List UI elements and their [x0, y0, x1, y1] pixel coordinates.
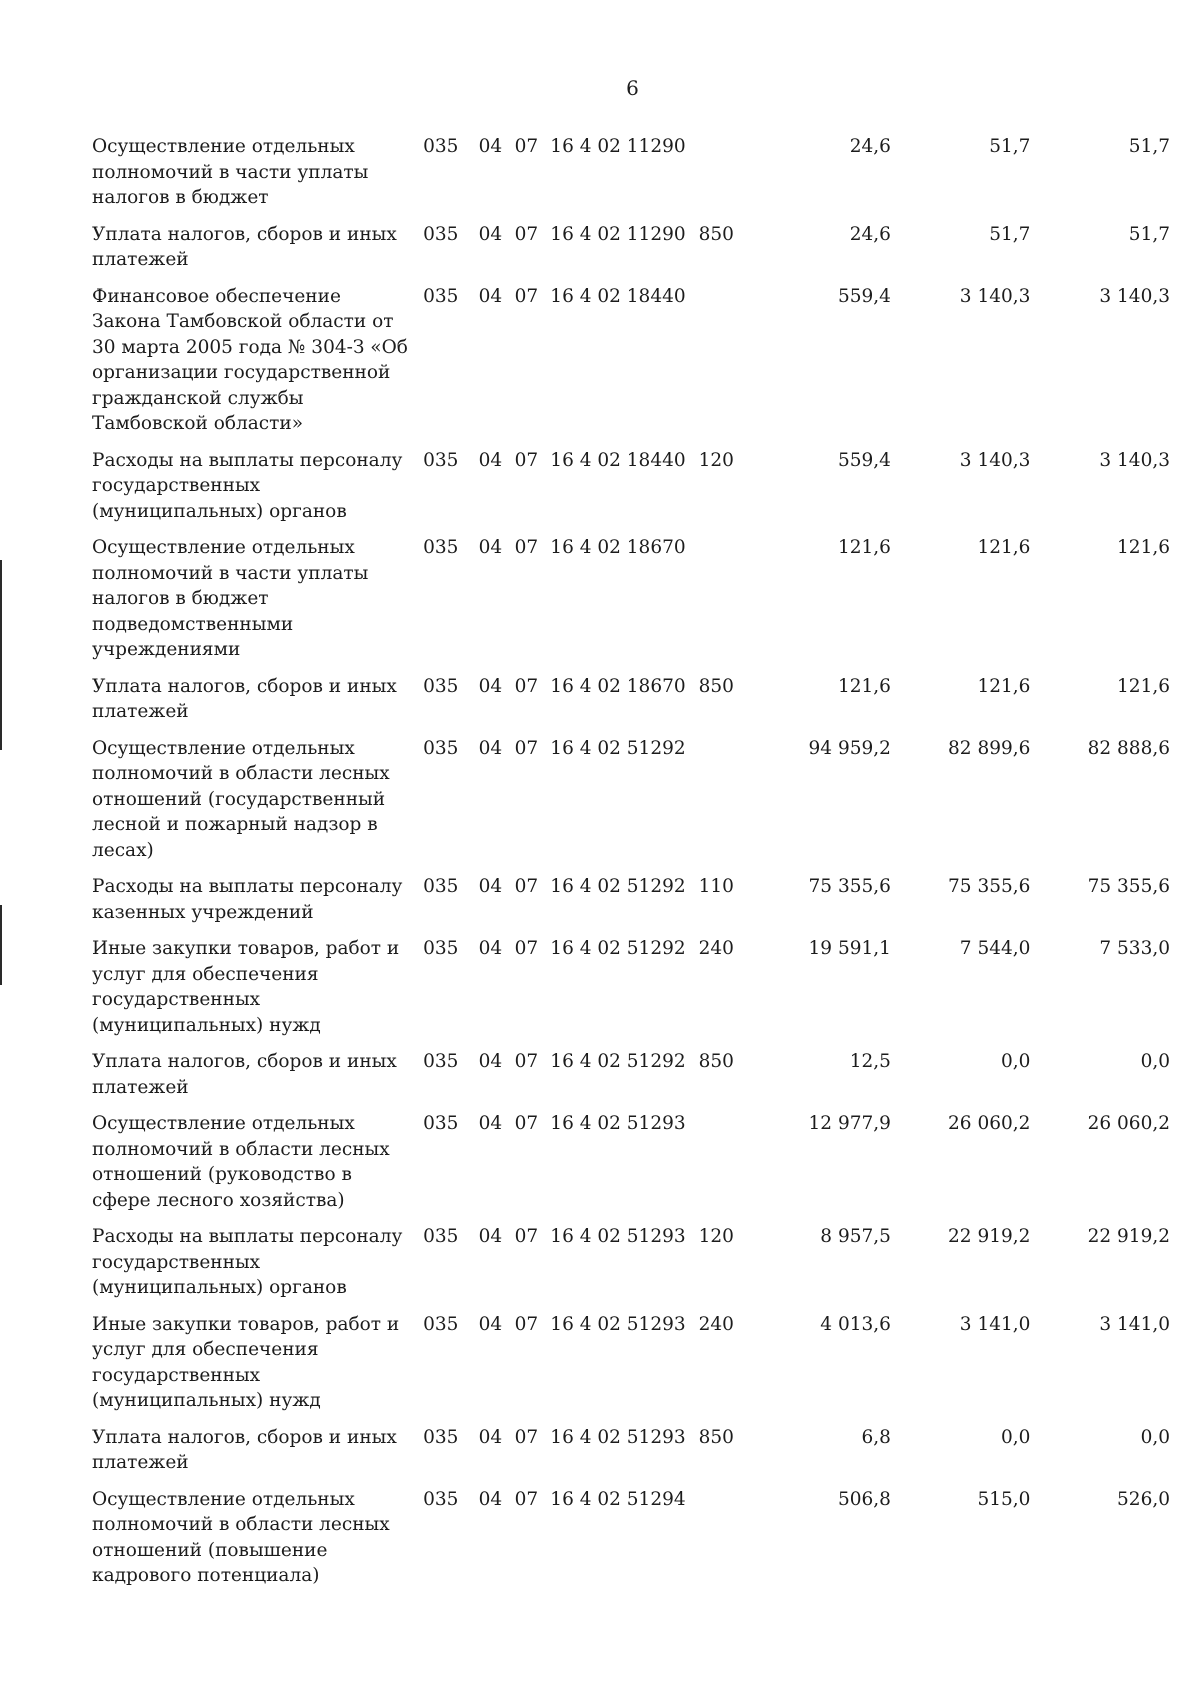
section-code: 04: [478, 449, 503, 471]
table-row: [92, 1224, 1170, 1312]
amount-year-3: 3 140,3: [1099, 285, 1170, 307]
amount-year-1: 8 957,5: [820, 1226, 891, 1247]
subsection-code: 07: [514, 737, 539, 759]
amount-year-1: 75 355,6: [808, 876, 891, 897]
expense-item-name: Расходы на выплаты персоналу государственных (муниципальных) органов: [92, 449, 403, 522]
subsection-code: 07: [514, 1313, 539, 1335]
expense-type-code: [699, 284, 752, 448]
table-row: [92, 1425, 1170, 1487]
department-code: 035: [423, 675, 459, 697]
expense-item-name: Осуществление отдельных полномочий в области лесных отношений (руководство в сфере лесного хозяйства): [92, 1113, 390, 1211]
expense-type-code: [699, 535, 752, 674]
department-code: 035: [423, 1226, 459, 1247]
amount-year-2: 121,6: [977, 675, 1031, 697]
amount-year-3: 7 533,0: [1099, 938, 1170, 959]
section-code: 04: [478, 1226, 503, 1247]
department-code: 035: [423, 1488, 459, 1510]
target-article-code: 16 4 02 51292: [550, 876, 686, 897]
table-row: [92, 874, 1170, 936]
amount-year-3: 51,7: [1128, 136, 1170, 157]
amount-year-1: 94 959,2: [808, 737, 891, 759]
expense-type-code: 120: [698, 1226, 734, 1247]
target-article-code: 16 4 02 18670: [550, 675, 686, 697]
target-article-code: 16 4 02 51292: [550, 737, 686, 759]
target-article-code: 16 4 02 18670: [550, 537, 686, 558]
amount-year-1: 559,4: [837, 285, 891, 307]
amount-year-3: 3 140,3: [1099, 449, 1170, 471]
department-code: 035: [423, 1051, 459, 1072]
section-code: 04: [478, 1051, 503, 1072]
expense-type-code: [699, 736, 752, 875]
table-row: [92, 936, 1170, 1049]
expense-type-code: 240: [698, 1313, 734, 1335]
expense-item-name: Иные закупки товаров, работ и услуг для обеспечения государственных (муниципальных) нужд: [92, 1313, 400, 1411]
amount-year-2: 3 140,3: [959, 449, 1031, 471]
amount-year-2: 515,0: [977, 1488, 1031, 1510]
section-code: 04: [478, 1488, 503, 1510]
amount-year-2: 51,7: [989, 223, 1031, 245]
amount-year-3: 26 060,2: [1087, 1113, 1170, 1134]
table-row: [92, 1487, 1170, 1600]
subsection-code: 07: [514, 1051, 539, 1072]
amount-year-3: 0,0: [1140, 1051, 1170, 1072]
amount-year-3: 526,0: [1117, 1488, 1170, 1510]
table-row: [92, 1312, 1170, 1425]
expense-item-name: Уплата налогов, сборов и иных платежей: [92, 675, 397, 722]
expense-item-name: Осуществление отдельных полномочий в части уплаты налогов в бюджет подведомственными учреждениями: [92, 537, 369, 660]
subsection-code: 07: [514, 223, 539, 245]
department-code: 035: [423, 223, 459, 245]
target-article-code: 16 4 02 51293: [550, 1226, 686, 1247]
section-code: 04: [478, 537, 503, 558]
section-code: 04: [478, 285, 503, 307]
expense-type-code: 850: [698, 1426, 734, 1448]
expense-item-name: Уплата налогов, сборов и иных платежей: [92, 1426, 397, 1473]
expense-type-code: [699, 134, 752, 222]
expense-type-code: 850: [698, 1051, 734, 1072]
department-code: 035: [423, 136, 459, 157]
section-code: 04: [478, 223, 503, 245]
table-row: [92, 1111, 1170, 1224]
scan-edge-mark: [0, 905, 2, 985]
section-code: 04: [478, 1313, 503, 1335]
subsection-code: 07: [514, 675, 539, 697]
amount-year-1: 12 977,9: [808, 1113, 891, 1134]
target-article-code: 16 4 02 11290: [550, 136, 686, 157]
table-row: [92, 674, 1170, 736]
amount-year-1: 121,6: [837, 537, 891, 558]
target-article-code: 16 4 02 51293: [550, 1113, 686, 1134]
amount-year-1: 24,6: [849, 136, 891, 157]
target-article-code: 16 4 02 51293: [550, 1313, 686, 1335]
scan-edge-mark: [0, 560, 2, 750]
expense-item-name: Финансовое обеспечение Закона Тамбовской области от 30 марта 2005 года № 304-З «Об организации государственной гражданской службы Тамбовской области»: [92, 285, 408, 434]
target-article-code: 16 4 02 51292: [550, 1051, 686, 1072]
table-row: [92, 1049, 1170, 1111]
amount-year-2: 51,7: [989, 136, 1031, 157]
amount-year-2: 7 544,0: [959, 938, 1031, 959]
subsection-code: 07: [514, 136, 539, 157]
amount-year-2: 22 919,2: [948, 1226, 1031, 1247]
amount-year-3: 121,6: [1117, 675, 1170, 697]
table-row: [92, 736, 1170, 875]
amount-year-2: 3 140,3: [959, 285, 1031, 307]
expense-item-name: Осуществление отдельных полномочий в области лесных отношений (государственный лесной и пожарный надзор в лесах): [92, 737, 390, 861]
amount-year-2: 0,0: [1001, 1051, 1031, 1072]
department-code: 035: [423, 876, 459, 897]
expense-type-code: 120: [698, 449, 734, 471]
subsection-code: 07: [514, 537, 539, 558]
section-code: 04: [478, 1113, 503, 1134]
subsection-code: 07: [514, 285, 539, 307]
department-code: 035: [423, 938, 459, 959]
budget-allocation-table: [92, 134, 1170, 1600]
amount-year-1: 12,5: [849, 1051, 891, 1072]
amount-year-3: 0,0: [1140, 1426, 1170, 1448]
amount-year-2: 82 899,6: [948, 737, 1031, 759]
amount-year-2: 3 141,0: [959, 1313, 1031, 1335]
table-row: [92, 448, 1170, 536]
expense-type-code: 240: [698, 938, 734, 959]
section-code: 04: [478, 136, 503, 157]
target-article-code: 16 4 02 51294: [550, 1488, 686, 1510]
section-code: 04: [478, 938, 503, 959]
target-article-code: 16 4 02 18440: [550, 285, 686, 307]
expense-type-code: [699, 1487, 752, 1600]
amount-year-1: 24,6: [849, 223, 891, 245]
amount-year-1: 506,8: [837, 1488, 891, 1510]
table-row: [92, 535, 1170, 674]
target-article-code: 16 4 02 18440: [550, 449, 686, 471]
department-code: 035: [423, 1313, 459, 1335]
amount-year-1: 6,8: [861, 1426, 891, 1448]
amount-year-1: 121,6: [837, 675, 891, 697]
amount-year-3: 75 355,6: [1087, 876, 1170, 897]
section-code: 04: [478, 675, 503, 697]
amount-year-1: 559,4: [837, 449, 891, 471]
subsection-code: 07: [514, 938, 539, 959]
target-article-code: 16 4 02 51292: [550, 938, 686, 959]
expense-item-name: Уплата налогов, сборов и иных платежей: [92, 1051, 397, 1098]
amount-year-3: 3 141,0: [1099, 1313, 1170, 1335]
expense-item-name: Расходы на выплаты персоналу казенных учреждений: [92, 876, 403, 923]
amount-year-2: 75 355,6: [948, 876, 1031, 897]
subsection-code: 07: [514, 1226, 539, 1247]
amount-year-2: 26 060,2: [948, 1113, 1031, 1134]
expense-type-code: [699, 1111, 752, 1224]
expense-item-name: Осуществление отдельных полномочий в части уплаты налогов в бюджет: [92, 136, 369, 208]
expense-item-name: Осуществление отдельных полномочий в области лесных отношений (повышение кадрового потенциала): [92, 1488, 390, 1586]
subsection-code: 07: [514, 1426, 539, 1448]
target-article-code: 16 4 02 11290: [550, 223, 686, 245]
page-number: 6: [626, 76, 639, 100]
department-code: 035: [423, 737, 459, 759]
table-row: [92, 222, 1170, 284]
department-code: 035: [423, 1113, 459, 1134]
expense-type-code: 850: [698, 675, 734, 697]
amount-year-3: 82 888,6: [1087, 737, 1170, 759]
expense-item-name: Иные закупки товаров, работ и услуг для обеспечения государственных (муниципальных) нужд: [92, 938, 400, 1036]
amount-year-1: 4 013,6: [820, 1313, 891, 1335]
amount-year-2: 121,6: [977, 537, 1031, 558]
table-row: [92, 284, 1170, 448]
subsection-code: 07: [514, 1488, 539, 1510]
amount-year-3: 121,6: [1117, 537, 1170, 558]
department-code: 035: [423, 537, 459, 558]
section-code: 04: [478, 1426, 503, 1448]
table-body: [92, 134, 1170, 1600]
amount-year-3: 22 919,2: [1087, 1226, 1170, 1247]
table-row: [92, 134, 1170, 222]
subsection-code: 07: [514, 449, 539, 471]
expense-item-name: Расходы на выплаты персоналу государственных (муниципальных) органов: [92, 1226, 403, 1298]
section-code: 04: [478, 876, 503, 897]
department-code: 035: [423, 449, 459, 471]
expense-type-code: 110: [698, 876, 734, 897]
department-code: 035: [423, 1426, 459, 1448]
section-code: 04: [478, 737, 503, 759]
subsection-code: 07: [514, 876, 539, 897]
target-article-code: 16 4 02 51293: [550, 1426, 686, 1448]
department-code: 035: [423, 285, 459, 307]
amount-year-3: 51,7: [1128, 223, 1170, 245]
amount-year-2: 0,0: [1001, 1426, 1031, 1448]
amount-year-1: 19 591,1: [808, 938, 891, 959]
subsection-code: 07: [514, 1113, 539, 1134]
expense-item-name: Уплата налогов, сборов и иных платежей: [92, 223, 397, 270]
expense-type-code: 850: [698, 223, 734, 245]
